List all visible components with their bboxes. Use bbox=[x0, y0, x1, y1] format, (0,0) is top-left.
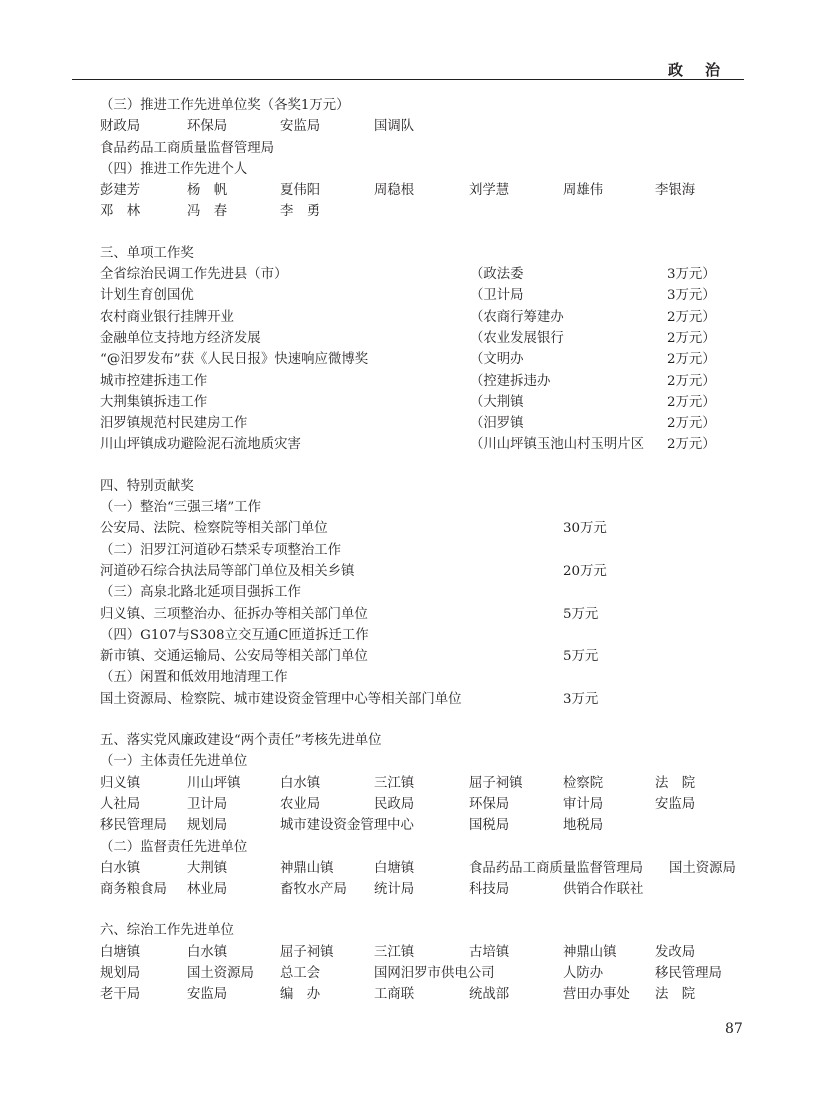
grid-cell: 科技局 bbox=[469, 882, 510, 898]
award-unit: （大荆镇 bbox=[470, 394, 524, 410]
grid-cell: 移民管理局 bbox=[655, 965, 722, 981]
award-item bbox=[100, 285, 744, 306]
running-header-title: 政治 bbox=[668, 61, 743, 79]
award-item bbox=[100, 307, 744, 328]
grid-row bbox=[100, 942, 744, 963]
grid-cell: 安监局 bbox=[187, 987, 228, 1003]
grid-cell: 彭建芳 bbox=[100, 183, 141, 199]
grid-cell: 畜牧水产局 bbox=[280, 882, 347, 898]
subheading: （一）整治“三强三堵”工作 bbox=[100, 500, 261, 516]
award-unit: （农商行筹建办 bbox=[470, 309, 564, 325]
subheading: （二）监督责任先进单位 bbox=[100, 839, 248, 855]
grid-cell: 环保局 bbox=[469, 796, 510, 812]
grid-cell: 编 办 bbox=[280, 987, 321, 1003]
grid-row bbox=[100, 794, 744, 815]
grid-cell: 白塘镇 bbox=[374, 860, 415, 876]
grid-cell: 川山坪镇 bbox=[187, 775, 241, 791]
grid-row bbox=[100, 963, 744, 984]
grid-cell: 总工会 bbox=[280, 965, 321, 981]
award-unit: （控建拆违办 bbox=[470, 373, 551, 389]
award-amount: 3万元） bbox=[667, 288, 716, 304]
subheading: （三）高泉北路北延项目强拆工作 bbox=[100, 585, 301, 601]
award-item bbox=[100, 371, 744, 392]
grid-cell: 规划局 bbox=[100, 965, 141, 981]
grid-cell: 屈子祠镇 bbox=[280, 944, 334, 960]
grid-cell: 安监局 bbox=[280, 119, 321, 135]
award-item bbox=[100, 328, 744, 349]
grid-cell: 古培镇 bbox=[469, 944, 510, 960]
award-amount: 3万元） bbox=[667, 267, 716, 283]
award-item bbox=[100, 689, 744, 710]
grid-cell: 安监局 bbox=[655, 796, 696, 812]
grid-cell: 国土资源局 bbox=[187, 965, 254, 981]
grid-cell: 统计局 bbox=[374, 882, 415, 898]
grid-cell: 白水镇 bbox=[280, 775, 321, 791]
grid-cell: 商务粮食局 bbox=[100, 882, 167, 898]
award-name: 全省综治民调工作先进县（市） bbox=[100, 267, 288, 283]
grid-cell: 农业局 bbox=[280, 796, 321, 812]
award-amount: 5万元 bbox=[563, 606, 599, 622]
grid-cell: 周稳根 bbox=[374, 183, 415, 199]
award-name: 大荆集镇拆违工作 bbox=[100, 394, 208, 410]
award-name: 汨罗镇规范村民建房工作 bbox=[100, 416, 248, 432]
grid-cell: 神鼎山镇 bbox=[280, 860, 334, 876]
award-unit: （政法委 bbox=[470, 267, 524, 283]
award-units: 公安局、法院、检察院等相关部门单位 bbox=[100, 521, 328, 537]
award-amount: 2万元） bbox=[667, 394, 716, 410]
grid-cell: 李银海 bbox=[655, 183, 696, 199]
grid-cell: 三江镇 bbox=[374, 944, 415, 960]
grid-cell: 老干局 bbox=[100, 987, 141, 1003]
grid-cell: 林业局 bbox=[187, 882, 228, 898]
award-unit: （卫计局 bbox=[470, 288, 524, 304]
grid-cell: 人防办 bbox=[563, 965, 604, 981]
award-name: 城市控建拆违工作 bbox=[100, 373, 208, 389]
grid-cell: 国调队 bbox=[374, 119, 415, 135]
grid-cell: 人社局 bbox=[100, 796, 141, 812]
award-item bbox=[100, 604, 744, 625]
grid-cell: 营田办事处 bbox=[563, 987, 630, 1003]
award-item bbox=[100, 413, 744, 434]
grid-cell: 食品药品工商质量监督管理局 bbox=[100, 140, 275, 156]
grid-row bbox=[100, 858, 744, 879]
grid-row bbox=[100, 138, 744, 159]
award-amount: 2万元） bbox=[667, 437, 716, 453]
grid-cell: 白水镇 bbox=[187, 944, 228, 960]
document-body bbox=[100, 95, 744, 1006]
award-units: 河道砂石综合执法局等部门单位及相关乡镇 bbox=[100, 563, 355, 579]
grid-row bbox=[100, 180, 744, 201]
award-unit: （川山坪镇玉池山村玉明片区 bbox=[470, 437, 645, 453]
award-name: 金融单位支持地方经济发展 bbox=[100, 330, 261, 346]
award-units: 归义镇、三项整治办、征拆办等相关部门单位 bbox=[100, 606, 368, 622]
award-unit: （农业发展银行 bbox=[470, 330, 564, 346]
subheading: （二）汨罗江河道砂石禁采专项整治工作 bbox=[100, 542, 342, 558]
award-amount: 2万元） bbox=[667, 373, 716, 389]
grid-row bbox=[100, 201, 744, 222]
award-item bbox=[100, 392, 744, 413]
grid-cell: 邓 林 bbox=[100, 204, 141, 220]
grid-cell: 夏伟阳 bbox=[280, 183, 321, 199]
grid-cell: 归义镇 bbox=[100, 775, 141, 791]
grid-cell: 李 勇 bbox=[280, 204, 321, 220]
award-amount: 2万元） bbox=[667, 309, 716, 325]
grid-cell: 审计局 bbox=[563, 796, 604, 812]
grid-cell: 发改局 bbox=[655, 944, 696, 960]
subheading: （三）推进工作先进单位奖（各奖1万元） bbox=[100, 98, 350, 113]
award-amount: 20万元 bbox=[563, 563, 607, 579]
award-item bbox=[100, 349, 744, 370]
grid-cell: 移民管理局 bbox=[100, 818, 167, 834]
grid-cell: 国土资源局 bbox=[669, 860, 736, 876]
grid-cell: 白水镇 bbox=[100, 860, 141, 876]
grid-cell: 规划局 bbox=[187, 818, 228, 834]
grid-cell: 杨 帆 bbox=[187, 183, 228, 199]
page-number: 87 bbox=[725, 1021, 743, 1037]
award-amount: 5万元 bbox=[563, 649, 599, 665]
grid-cell: 卫计局 bbox=[187, 796, 228, 812]
award-amount: 3万元 bbox=[563, 691, 599, 707]
grid-cell: 环保局 bbox=[187, 119, 228, 135]
subheading: （五）闲置和低效用地清理工作 bbox=[100, 670, 288, 686]
subheading: （四）推进工作先进个人 bbox=[100, 161, 248, 177]
award-amount: 30万元 bbox=[563, 521, 607, 537]
grid-cell: 统战部 bbox=[469, 987, 510, 1003]
award-item bbox=[100, 561, 744, 582]
grid-cell: 屈子祠镇 bbox=[469, 775, 523, 791]
award-name: 川山坪镇成功避险泥石流地质灾害 bbox=[100, 437, 301, 453]
grid-cell: 刘学慧 bbox=[469, 183, 510, 199]
grid-cell: 地税局 bbox=[563, 818, 604, 834]
grid-cell: 白塘镇 bbox=[100, 944, 141, 960]
grid-cell: 大荆镇 bbox=[187, 860, 228, 876]
subheading: （一）主体责任先进单位 bbox=[100, 754, 248, 770]
section-heading: 三、单项工作奖 bbox=[100, 245, 194, 261]
grid-row bbox=[100, 116, 744, 137]
award-unit: （文明办 bbox=[470, 352, 524, 368]
grid-cell: 食品药品工商质量监督管理局 bbox=[469, 860, 644, 876]
award-amount: 2万元） bbox=[667, 416, 716, 432]
award-units: 新市镇、交通运输局、公安局等相关部门单位 bbox=[100, 649, 368, 665]
grid-cell: 工商联 bbox=[374, 987, 415, 1003]
grid-row bbox=[100, 879, 744, 900]
grid-cell: 神鼎山镇 bbox=[563, 944, 617, 960]
section-heading: 六、综治工作先进单位 bbox=[100, 923, 234, 939]
grid-cell: 法 院 bbox=[655, 775, 696, 791]
grid-cell: 供销合作联社 bbox=[563, 882, 644, 898]
award-item bbox=[100, 646, 744, 667]
grid-cell: 国网汨罗市供电公司 bbox=[374, 965, 495, 981]
grid-cell: 三江镇 bbox=[374, 775, 415, 791]
grid-cell: 检察院 bbox=[563, 775, 604, 791]
grid-row bbox=[100, 773, 744, 794]
award-item bbox=[100, 434, 744, 455]
grid-cell: 城市建设资金管理中心 bbox=[280, 818, 414, 834]
grid-cell: 国税局 bbox=[469, 818, 510, 834]
award-name: “@汨罗发布”获《人民日报》快速响应微博奖 bbox=[100, 352, 369, 368]
award-item bbox=[100, 264, 744, 285]
section-heading: 五、落实党风廉政建设“两个责任”考核先进单位 bbox=[100, 733, 382, 749]
award-amount: 2万元） bbox=[667, 352, 716, 368]
grid-row bbox=[100, 984, 744, 1005]
award-amount: 2万元） bbox=[667, 330, 716, 346]
grid-cell: 民政局 bbox=[374, 796, 415, 812]
subheading: （四）G107与S308立交互通C匝道拆迁工作 bbox=[100, 627, 369, 643]
grid-row bbox=[100, 815, 744, 836]
award-units: 国土资源局、检察院、城市建设资金管理中心等相关部门单位 bbox=[100, 691, 462, 707]
grid-cell: 冯 春 bbox=[187, 204, 228, 220]
award-item bbox=[100, 518, 744, 539]
section-heading: 四、特别贡献奖 bbox=[100, 478, 194, 494]
header-rule bbox=[72, 79, 744, 80]
award-unit: （汨罗镇 bbox=[470, 416, 524, 432]
award-name: 农村商业银行挂牌开业 bbox=[100, 309, 234, 325]
grid-cell: 法 院 bbox=[655, 987, 696, 1003]
grid-cell: 周雄伟 bbox=[563, 183, 604, 199]
grid-cell: 财政局 bbox=[100, 119, 141, 135]
award-name: 计划生育创国优 bbox=[100, 288, 194, 304]
